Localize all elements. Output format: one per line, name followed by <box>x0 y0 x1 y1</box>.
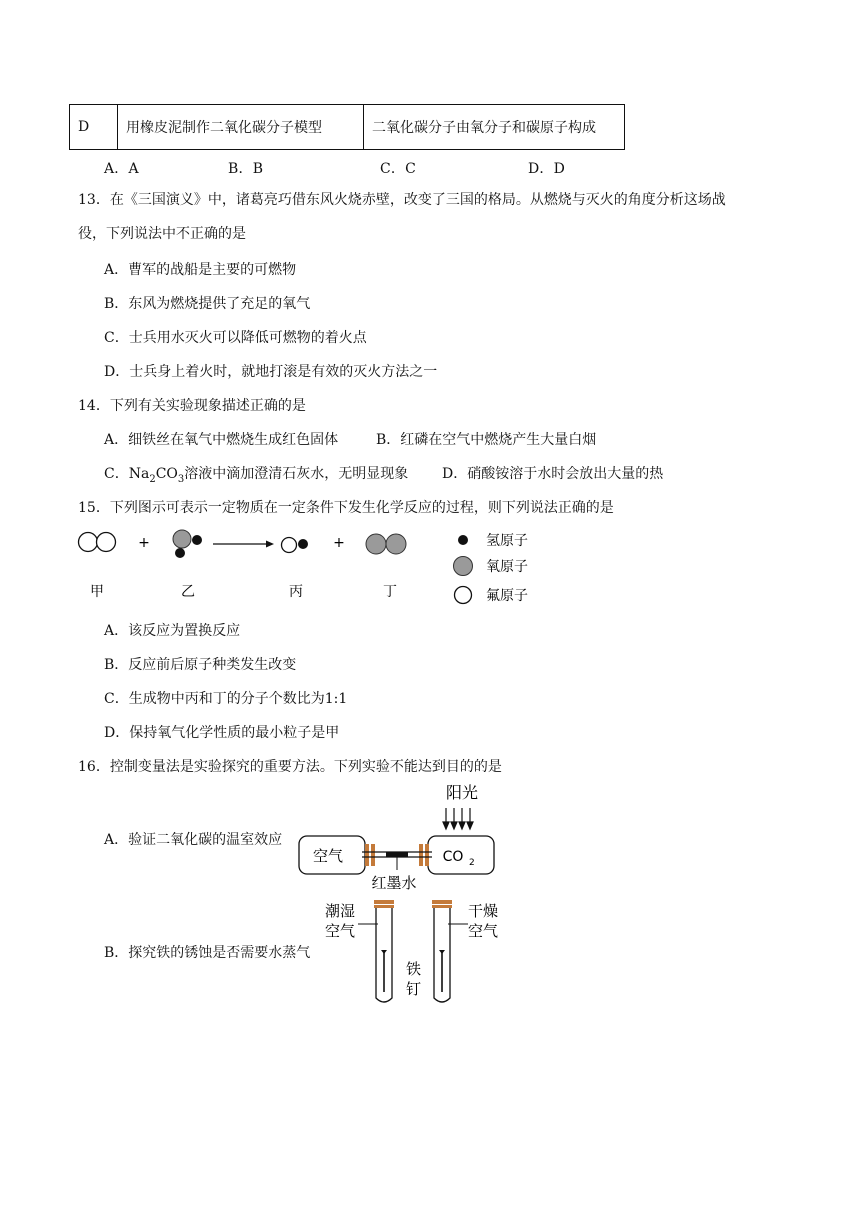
q16-stem: 16．控制变量法是实验探究的重要方法。下列实验不能达到目的的是 <box>78 759 502 775</box>
molecule-bing <box>282 538 309 553</box>
nail-label-line1: 铁 <box>406 960 422 978</box>
q14-option-c-sub2: 3 <box>177 473 185 485</box>
q14-option-c-mid: CO <box>155 466 178 482</box>
legend-oxygen: 氧原子 <box>486 559 528 575</box>
legend-fluorine: 氟原子 <box>486 588 528 604</box>
right-tube-stopper <box>432 900 452 904</box>
q14-option-b[interactable]: B．红磷在空气中燃烧产生大量白烟 <box>376 432 597 448</box>
left-tube-stopper <box>374 900 394 904</box>
label-jia: 甲 <box>90 584 104 600</box>
fluorine-atom-icon <box>455 587 472 604</box>
table-row <box>70 105 625 150</box>
molecule-yi <box>173 530 202 558</box>
q14-option-c-prefix: C．Na <box>104 466 150 482</box>
plus-sign-1: + <box>138 535 150 551</box>
q16-option-b[interactable]: B．探究铁的锈蚀是否需要水蒸气 <box>104 945 311 961</box>
q15-stem: 15．下列图示可表示一定物质在一定条件下发生化学反应的过程，则下列说法正确的是 <box>78 500 614 516</box>
q13-option-d[interactable]: D．士兵身上着火时，就地打滚是有效的灭火方法之一 <box>104 364 438 380</box>
q12-option-b[interactable]: B．B <box>228 161 264 177</box>
left-label-line2: 空气 <box>325 922 356 940</box>
label-yi: 乙 <box>181 584 195 600</box>
q13-stem-line1: 13．在《三国演义》中，诸葛亮巧借东风火烧赤壁，改变了三国的格局。从燃烧与灭火的角度分析这场战 <box>78 192 726 208</box>
q15-option-a[interactable]: A．该反应为置换反应 <box>104 623 241 639</box>
table-cell-label: D <box>70 105 118 150</box>
molecule-ding <box>366 534 406 554</box>
legend <box>454 533 529 604</box>
q12-option-c[interactable]: C．C <box>380 161 417 177</box>
legend-hydrogen: 氢原子 <box>486 533 528 549</box>
sunlight-arrows-icon <box>443 808 473 829</box>
q14-stem: 14．下列有关实验现象描述正确的是 <box>78 398 306 414</box>
table-cell-conclusion: 二氧化碳分子由氧分子和碳原子构成 <box>364 105 625 150</box>
left-bottle-label: 空气 <box>312 847 344 865</box>
label-bing: 丙 <box>289 584 303 600</box>
right-bottle-label: CO <box>442 849 464 865</box>
q13-option-b[interactable]: B．东风为燃烧提供了充足的氧气 <box>104 296 311 312</box>
reaction-diagram <box>70 522 550 612</box>
red-ink-label: 红墨水 <box>371 874 417 892</box>
q14-option-a[interactable]: A．细铁丝在氧气中燃烧生成红色固体 <box>104 432 339 448</box>
left-label-line1: 潮湿 <box>325 902 356 920</box>
q16-option-a[interactable]: A．验证二氧化碳的温室效应 <box>104 832 283 848</box>
oxygen-atom-icon <box>454 557 473 576</box>
q14-option-c-suffix: 溶液中滴加澄清石灰水，无明显现象 <box>184 466 409 482</box>
rusting-tubes-figure <box>322 894 512 1008</box>
plus-sign-2: + <box>333 535 345 551</box>
q12-option-d[interactable]: D．D <box>528 161 566 177</box>
right-bottle-label-sub: 2 <box>469 858 475 868</box>
q15-option-c[interactable]: C．生成物中丙和丁的分子个数比为1:1 <box>104 691 348 707</box>
greenhouse-apparatus-figure <box>296 778 500 896</box>
molecule-jia <box>79 533 116 552</box>
q13-stem-line2: 役，下列说法中不正确的是 <box>78 226 246 242</box>
q12-option-a[interactable]: A．A <box>104 161 139 177</box>
q13-option-a[interactable]: A．曹军的战船是主要的可燃物 <box>104 262 297 278</box>
q14-option-c-sub1: 2 <box>149 473 156 485</box>
q15-option-b[interactable]: B．反应前后原子种类发生改变 <box>104 657 297 673</box>
right-label-line2: 空气 <box>468 922 499 940</box>
right-label-line1: 干燥 <box>468 902 499 920</box>
q13-option-c[interactable]: C．士兵用水灭火可以降低可燃物的着火点 <box>104 330 367 346</box>
label-ding: 丁 <box>383 584 397 600</box>
reaction-arrow <box>213 541 274 548</box>
table-cell-experiment: 用橡皮泥制作二氧化碳分子模型 <box>118 105 364 150</box>
answer-table <box>69 104 625 150</box>
right-stopper <box>419 844 423 866</box>
q15-option-d[interactable]: D．保持氧气化学性质的最小粒子是甲 <box>104 725 340 741</box>
q14-option-c[interactable] <box>104 463 408 485</box>
red-ink-drop <box>386 852 408 857</box>
hydrogen-atom-icon <box>458 535 468 545</box>
sunlight-label: 阳光 <box>445 783 479 802</box>
q14-option-d[interactable]: D．硝酸铵溶于水时会放出大量的热 <box>442 466 664 482</box>
left-stopper <box>365 844 369 866</box>
nail-label-line2: 钉 <box>406 980 422 998</box>
